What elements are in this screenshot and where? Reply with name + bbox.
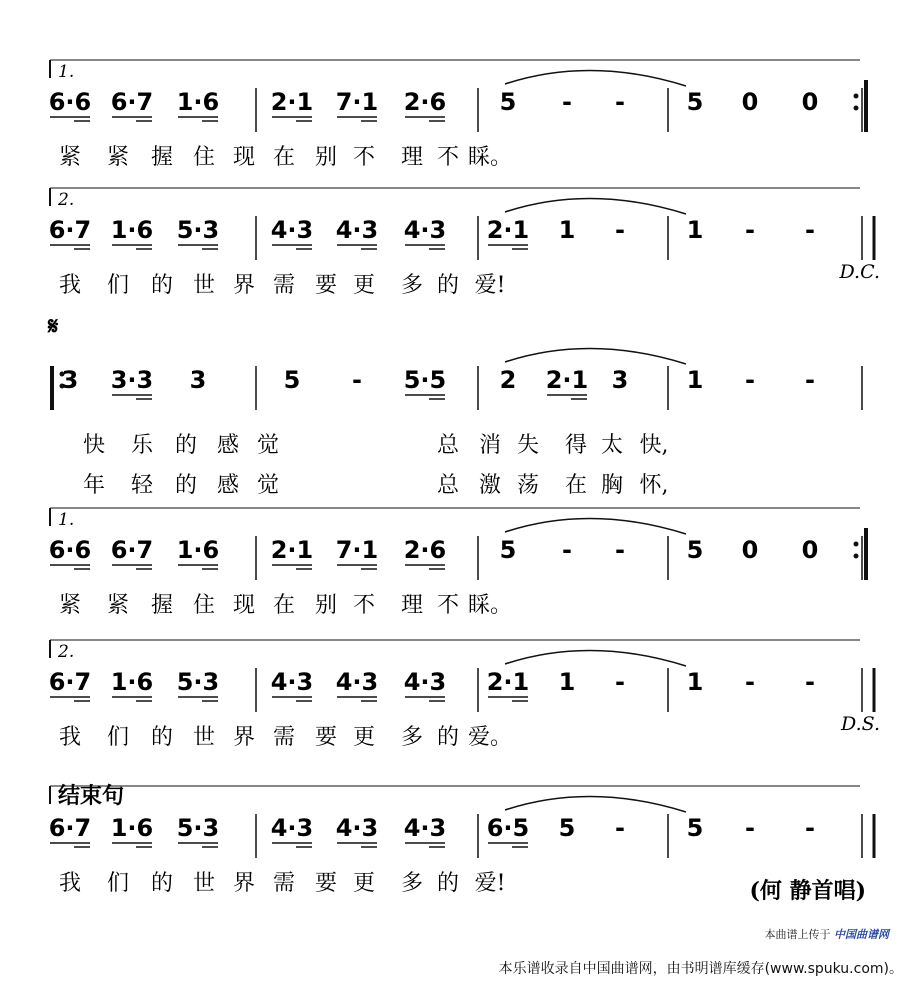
note: 3·3: [110, 366, 154, 394]
lyric-syllable: 的: [150, 725, 174, 750]
lyric-syllable: 爱。: [467, 725, 513, 750]
lyric-syllable: 荡: [516, 473, 540, 498]
slur-arc: [505, 198, 686, 214]
lyric-syllable: 世: [192, 725, 216, 750]
slur-arc: [505, 348, 686, 364]
note: 6·7: [110, 536, 154, 564]
note: 6·6: [48, 88, 92, 116]
lyric-syllable: 乐: [130, 433, 154, 458]
note: 5: [499, 88, 517, 116]
segno-sign: 𝄋: [48, 312, 59, 340]
note: 5·3: [176, 814, 220, 842]
note: 1: [686, 668, 704, 696]
note: 2·6: [403, 536, 447, 564]
note: 2·6: [403, 88, 447, 116]
note: 4·3: [403, 668, 447, 696]
lyric-syllable: 睬。: [467, 593, 513, 618]
lyric-syllable: 我: [58, 273, 82, 298]
lyric-syllable: 要: [314, 871, 338, 896]
lyric-syllable: 我: [58, 871, 82, 896]
note: 5: [499, 536, 517, 564]
note: 3: [611, 366, 629, 394]
note: 3: [189, 366, 207, 394]
score-system: [50, 188, 880, 283]
lyric-syllable: 不: [436, 145, 460, 170]
lyric-syllable: 失: [516, 433, 540, 458]
lyric-syllable: 爱!: [474, 273, 506, 298]
lyric-syllable: 紧: [58, 145, 82, 170]
lyric-syllable: 年: [82, 473, 106, 498]
lyric-syllable: 爱!: [474, 871, 506, 896]
lyric-syllable: 的: [174, 433, 198, 458]
lyric-syllable: 握: [150, 145, 174, 170]
note: -: [745, 216, 755, 244]
note: 6·6: [48, 536, 92, 564]
lyric-syllable: 需: [272, 273, 296, 298]
lyric-syllable: 界: [232, 725, 256, 750]
volta-label: 2.: [58, 190, 75, 210]
note: -: [615, 536, 625, 564]
note: 4·3: [270, 668, 314, 696]
lyric-syllable: 不: [352, 593, 376, 618]
lyric-syllable: 得: [564, 433, 588, 458]
lyric-syllable: 需: [272, 871, 296, 896]
lyric-syllable: 理: [400, 593, 424, 618]
note: 0: [801, 88, 819, 116]
lyric-syllable: 现: [232, 145, 256, 170]
note: 4·3: [403, 216, 447, 244]
lyric-syllable: 住: [192, 145, 216, 170]
note: 4·3: [270, 814, 314, 842]
lyric-syllable: 多: [400, 273, 424, 298]
lyric-syllable: 们: [106, 871, 130, 896]
upload-credit: [765, 926, 890, 942]
note: 2·1: [270, 88, 314, 116]
lyric-syllable: 紧: [106, 145, 130, 170]
lyric-syllable: 握: [150, 593, 174, 618]
lyric-syllable: 别: [314, 145, 338, 170]
note: 1·6: [110, 814, 154, 842]
note: 6·5: [486, 814, 530, 842]
note: 5: [686, 536, 704, 564]
lyric-syllable: 的: [436, 273, 460, 298]
lyric-syllable: 理: [400, 145, 424, 170]
note: 5·3: [176, 668, 220, 696]
note: 1: [558, 216, 576, 244]
lyric-syllable: 紧: [106, 593, 130, 618]
lyric-syllable: 紧: [58, 593, 82, 618]
note: 1·6: [176, 536, 220, 564]
lyric-syllable: 总: [436, 433, 460, 458]
note: 1·6: [176, 88, 220, 116]
note: -: [615, 668, 625, 696]
note: 2·1: [545, 366, 589, 394]
note: 4·3: [335, 814, 379, 842]
note: 5·3: [176, 216, 220, 244]
lyric-syllable: 世: [192, 273, 216, 298]
lyric-syllable: 现: [232, 593, 256, 618]
source-footer: 本乐谱收录自中国曲谱网，由书明谱库缓存(www.spuku.com)。: [498, 961, 903, 977]
note: -: [615, 216, 625, 244]
note: -: [805, 216, 815, 244]
repeat-dot: [854, 106, 859, 111]
lyric-syllable: 太: [600, 433, 624, 458]
upload-label: 本曲谱上传于: [764, 928, 831, 941]
note: 2·1: [270, 536, 314, 564]
note: 6·7: [48, 216, 92, 244]
brand-logo: 中国曲谱网: [834, 928, 889, 941]
note: 4·3: [335, 216, 379, 244]
lyric-syllable: 要: [314, 273, 338, 298]
repeat-dot: [854, 554, 859, 559]
volta-label: 结束句: [58, 783, 125, 809]
note: -: [562, 536, 572, 564]
score-system: [50, 640, 880, 735]
lyric-syllable: 觉: [256, 433, 280, 458]
note: 5·5: [403, 366, 447, 394]
lyric-syllable: 感: [216, 433, 240, 458]
note: 0: [741, 88, 759, 116]
lyric-syllable: 的: [436, 725, 460, 750]
lyric-syllable: 需: [272, 725, 296, 750]
lyric-syllable: 多: [400, 871, 424, 896]
slur-arc: [505, 518, 686, 534]
note: 4·3: [403, 814, 447, 842]
slur-arc: [505, 650, 686, 666]
lyric-syllable: 别: [314, 593, 338, 618]
note: -: [352, 366, 362, 394]
note: 7·1: [335, 536, 379, 564]
lyric-syllable: 快,: [639, 433, 669, 458]
note: -: [805, 668, 815, 696]
note: 4·3: [270, 216, 314, 244]
lyric-syllable: 们: [106, 273, 130, 298]
navigation-mark: D.S.: [841, 713, 880, 735]
note: -: [562, 88, 572, 116]
score-system: [47, 312, 862, 410]
lyric-syllable: 多: [400, 725, 424, 750]
note: 6·7: [48, 814, 92, 842]
note: 1: [686, 366, 704, 394]
lyric-syllable: 更: [352, 871, 376, 896]
note: 5: [283, 366, 301, 394]
lyric-syllable: 世: [192, 871, 216, 896]
lyric-syllable: 更: [352, 725, 376, 750]
singer-note: (何 静首唱): [749, 878, 866, 904]
lyric-syllable: 要: [314, 725, 338, 750]
lyric-syllable: 轻: [130, 473, 154, 498]
lyric-syllable: 的: [150, 273, 174, 298]
volta-label: 2.: [58, 642, 75, 662]
note: 5: [686, 88, 704, 116]
lyric-syllable: 感: [216, 473, 240, 498]
lyric-syllable: 在: [272, 145, 296, 170]
note: 3: [61, 366, 79, 394]
lyric-syllable: 在: [272, 593, 296, 618]
repeat-dot: [854, 94, 859, 99]
lyric-syllable: 不: [352, 145, 376, 170]
lyric-syllable: 睬。: [467, 145, 513, 170]
lyric-syllable: 们: [106, 725, 130, 750]
note: 1: [686, 216, 704, 244]
lyric-syllable: 我: [58, 725, 82, 750]
note: 5: [686, 814, 704, 842]
note: 6·7: [48, 668, 92, 696]
lyric-syllable: 不: [436, 593, 460, 618]
lyric-syllable: 怀,: [639, 473, 669, 498]
note: 6·7: [110, 88, 154, 116]
note: 4·3: [335, 668, 379, 696]
lyric-syllable: 更: [352, 273, 376, 298]
lyric-syllable: 的: [436, 871, 460, 896]
lyric-syllable: 快: [82, 433, 106, 458]
lyric-syllable: 住: [192, 593, 216, 618]
lyric-syllable: 总: [436, 473, 460, 498]
note: 2·1: [486, 668, 530, 696]
lyric-syllable: 界: [232, 273, 256, 298]
volta-label: 1.: [58, 510, 75, 530]
volta-label: 1.: [58, 62, 75, 82]
note: -: [745, 814, 755, 842]
note: 2·1: [486, 216, 530, 244]
note: 7·1: [335, 88, 379, 116]
navigation-mark: D.C.: [839, 261, 880, 283]
lyric-syllable: 的: [150, 871, 174, 896]
note: 1·6: [110, 216, 154, 244]
repeat-dot: [854, 542, 859, 547]
slur-arc: [505, 796, 686, 812]
note: -: [745, 366, 755, 394]
note: 5: [558, 814, 576, 842]
note: 0: [801, 536, 819, 564]
lyric-syllable: 的: [174, 473, 198, 498]
lyric-syllable: 觉: [256, 473, 280, 498]
note: -: [615, 814, 625, 842]
slur-arc: [505, 70, 686, 86]
note: 1: [558, 668, 576, 696]
lyric-syllable: 胸: [600, 473, 624, 498]
note: -: [805, 814, 815, 842]
lyric-syllable: 界: [232, 871, 256, 896]
note: -: [805, 366, 815, 394]
note: -: [615, 88, 625, 116]
lyric-syllable: 在: [564, 473, 588, 498]
lyric-syllable: 激: [478, 473, 502, 498]
lyric-syllable: 消: [478, 433, 502, 458]
note: -: [745, 668, 755, 696]
note: 0: [741, 536, 759, 564]
note: 2: [499, 366, 517, 394]
note: 1·6: [110, 668, 154, 696]
